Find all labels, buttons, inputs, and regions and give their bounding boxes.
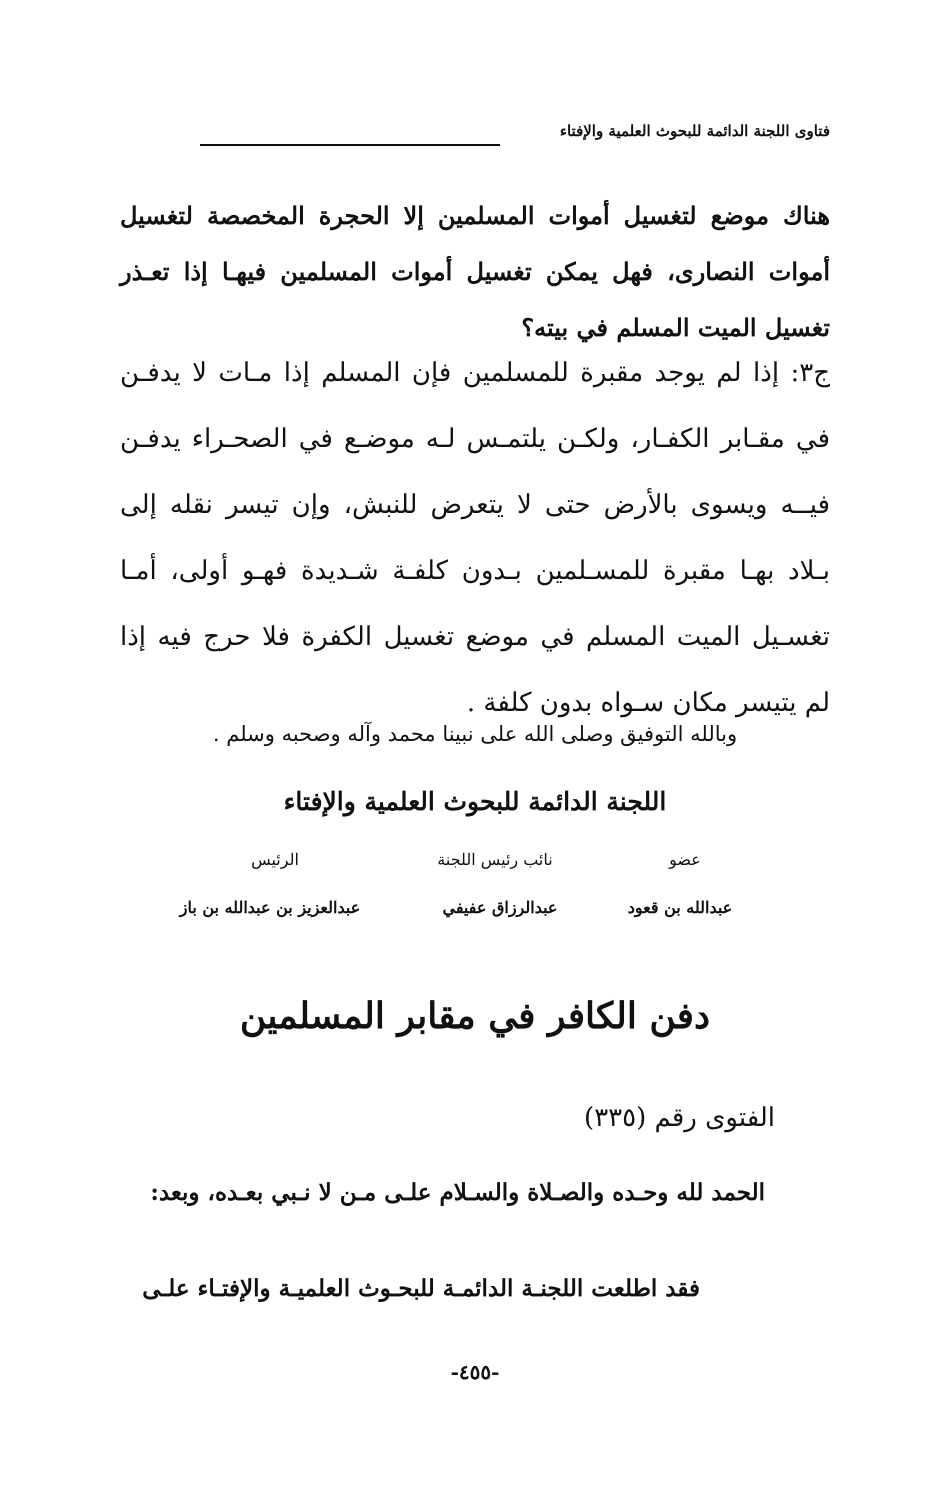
closing-prayer: وبالله التوفيق وصلى الله على نبينا محمد وآله وصحبه وسلم .	[212, 722, 738, 746]
header-rule	[200, 144, 500, 146]
intro-text: فقد اطلعت اللجنـة الدائمـة للبحـوث العلميـة والإفتـاء علـى	[142, 1275, 700, 1302]
signatory-role: عضو	[669, 850, 701, 869]
answer-text: ج٣: إذا لم يوجد مقبرة للمسلمين فإن المسلم إذا مـات لا يدفـن في مقـابر الكفـار، ولكـن يلتمـس لـه موضـع في الصحـراء يدفـن فيــه ويسوى بالأرض حتى لا يتعرض للنبش، وإن تيسر نقله إلى بـلاد بهـا مقبرة للمسـلمين بـدون كلفـة شـديدة فهـو أولى، أمـا تغسـيل الميت المسلم في موضع تغسيل الكفرة فلا حرج فيه إذا لم يتيسر مكان سـواه بدون كلفة .	[120, 358, 830, 718]
page-header	[200, 122, 830, 154]
question-text: هناك موضع لتغسيل أموات المسلمين إلا الحجرة المخصصة لتغسيل أموات النصارى، فهل يمكن تغسيل أموات المسلمين فيهـا إذا تعـذر تغسيل الميت المسلم في بيته؟	[120, 201, 830, 342]
signatory-name: عبدالعزيز بن عبدالله بن باز	[179, 898, 361, 917]
signatory-role: الرئيس	[251, 850, 299, 869]
section-title: دفن الكافر في مقابر المسلمين	[239, 995, 711, 1037]
signatory-name: عبدالرزاق عفيفي	[442, 898, 558, 917]
page-number: -٤٥٥-	[450, 1360, 500, 1384]
fatwa-number: الفتوى رقم (٣٣٥)	[584, 1103, 775, 1133]
committee-name: اللجنة الدائمة للبحوث العلمية والإفتاء	[283, 787, 667, 816]
running-title: فتاوى اللجنة الدائمة للبحوث العلمية والإفتاء	[559, 122, 830, 140]
signatory-name: عبدالله بن قعود	[627, 898, 733, 917]
doxology: الحمد لله وحـده والصـلاة والسـلام علـى مـن لا نـبي بعـده، وبعد:	[150, 1179, 765, 1206]
signatory-role: نائب رئيس اللجنة	[437, 850, 553, 869]
